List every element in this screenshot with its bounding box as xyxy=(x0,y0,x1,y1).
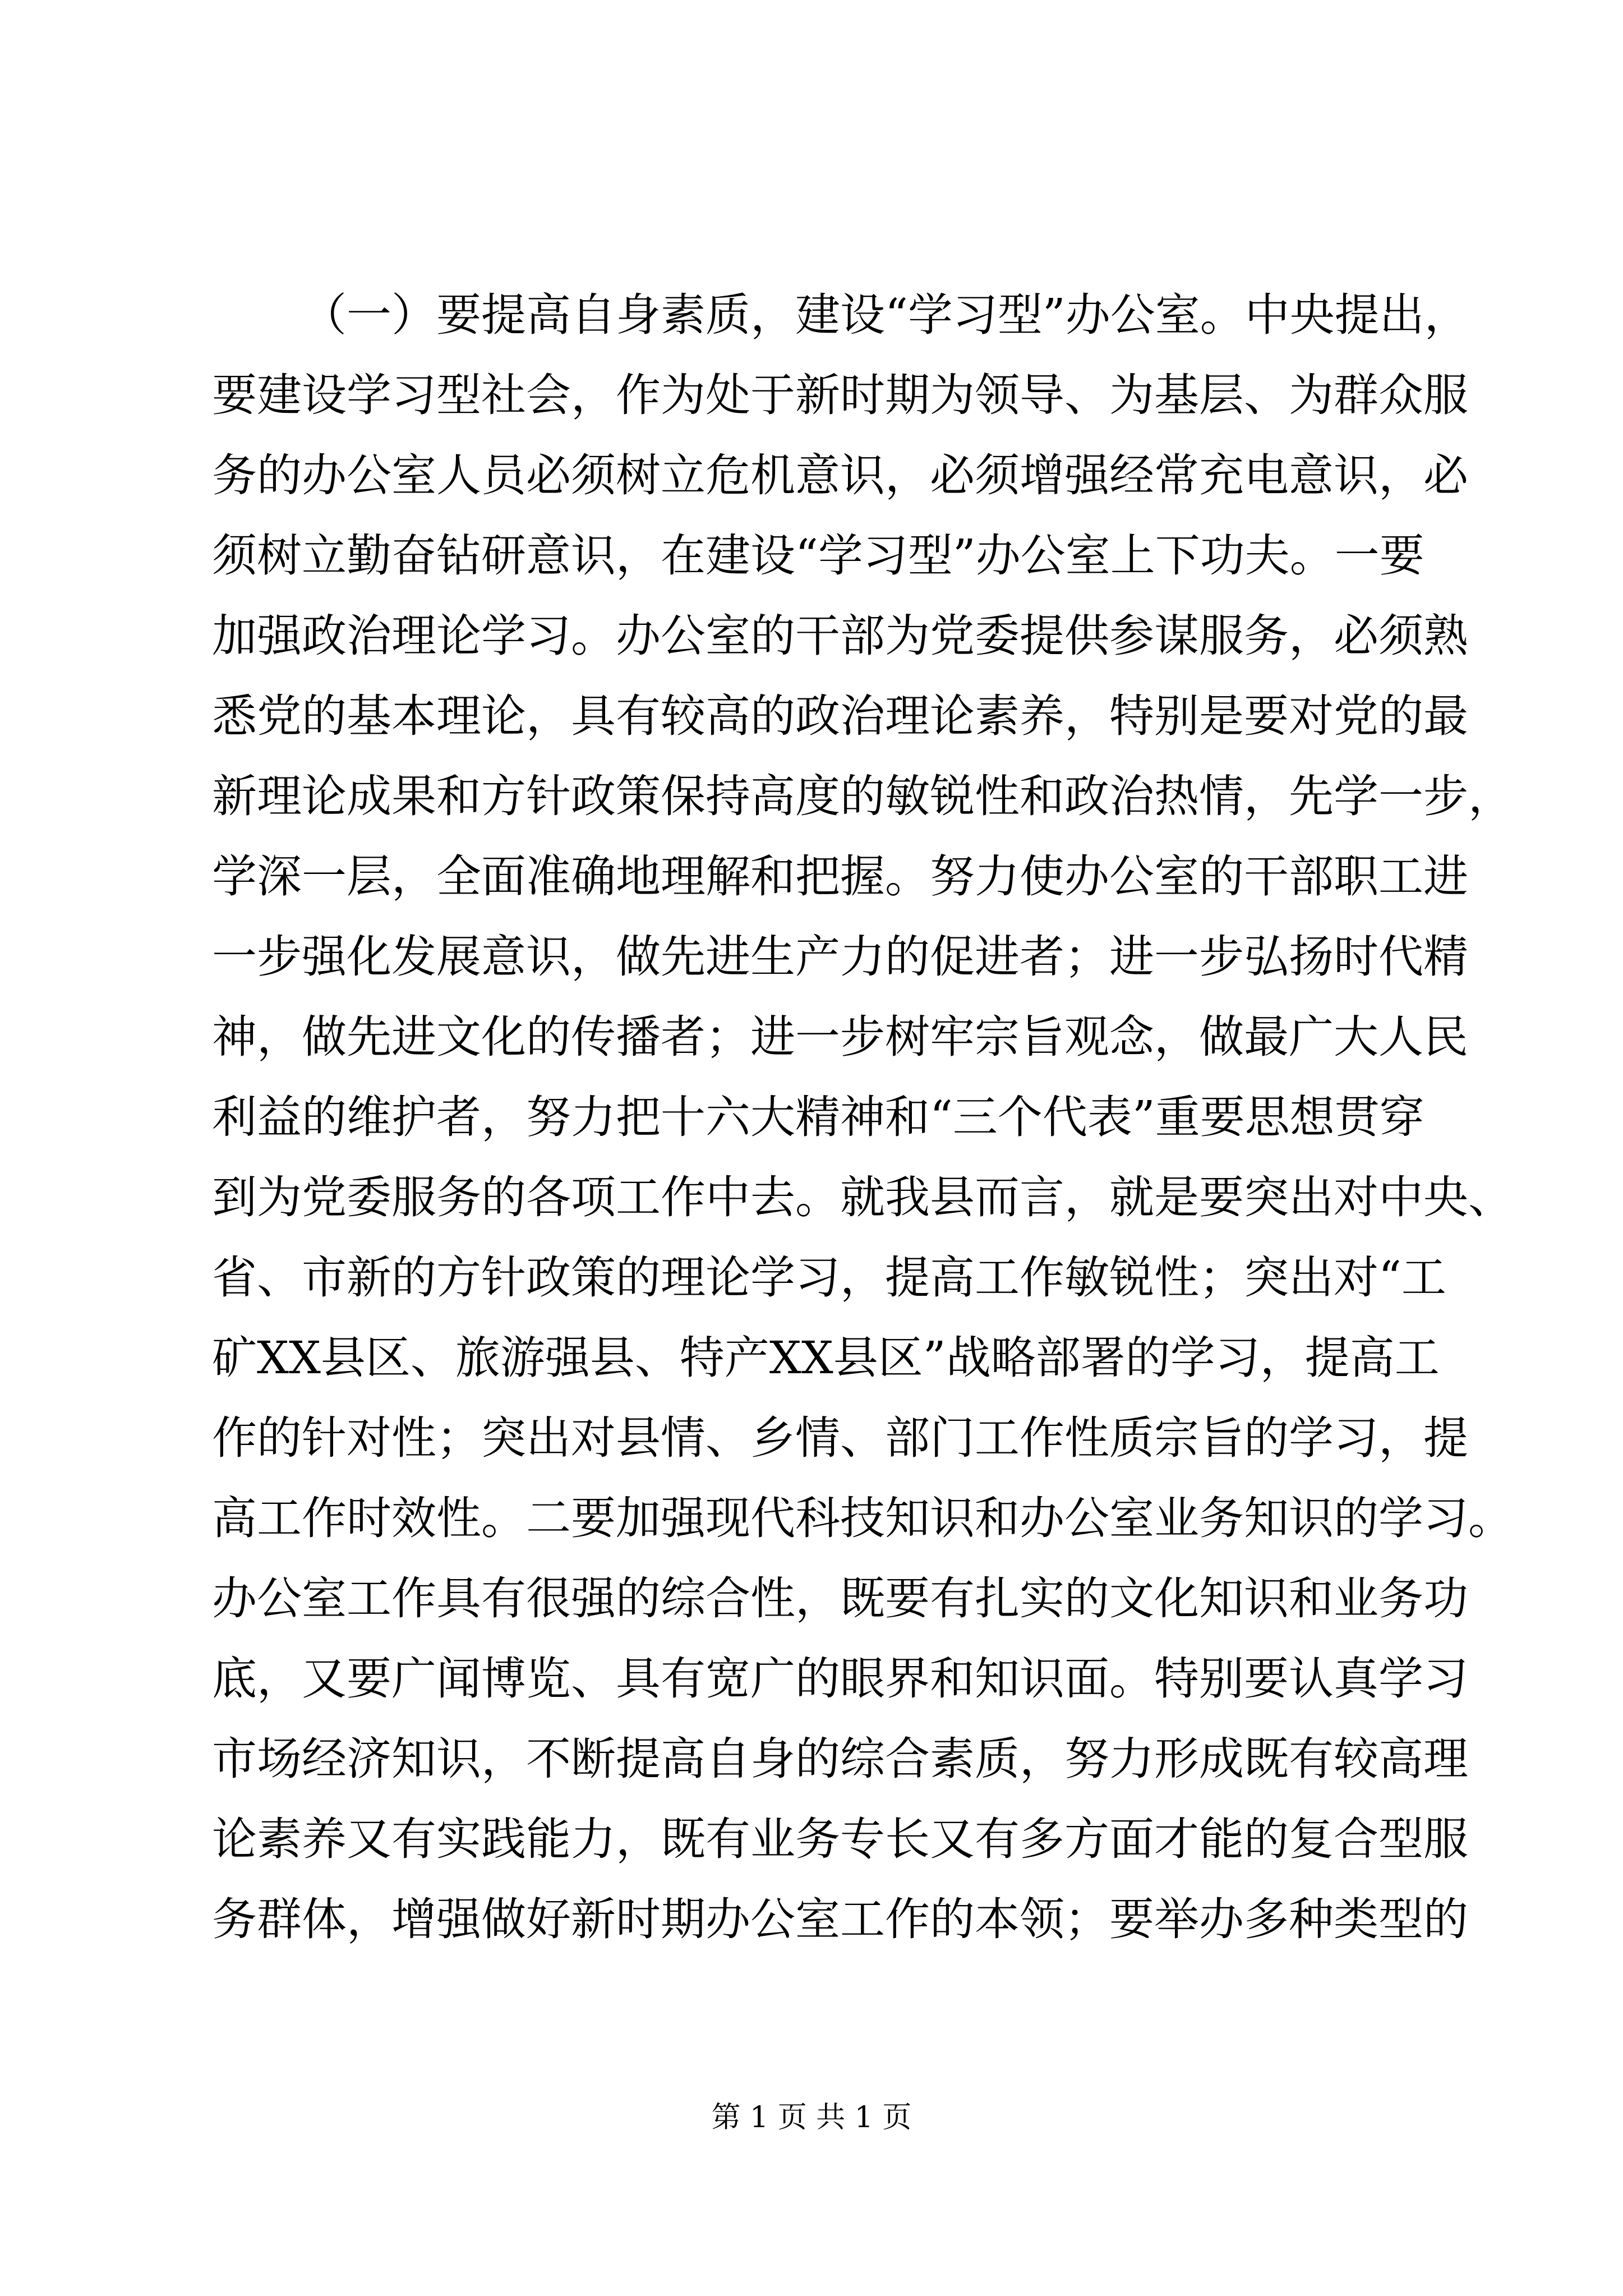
text-line: 要建设学习型社会，作为处于新时期为领导、为基层、为群众服 xyxy=(212,369,1468,421)
text-line: 务群体，增强做好新时期办公室工作的本领；要举办多种类型的 xyxy=(212,1893,1468,1945)
text-line: 办公室工作具有很强的综合性，既要有扎实的文化知识和业务功 xyxy=(212,1572,1468,1625)
text-line: 一步强化发展意识，做先进生产力的促进者；进一步弘扬时代精 xyxy=(212,931,1468,983)
text-line: 神，做先进文化的传播者；进一步树牢宗旨观念，做最广大人民 xyxy=(212,1011,1468,1063)
text-line: 悉党的基本理论，具有较高的政治理论素养，特别是要对党的最 xyxy=(212,690,1468,742)
text-line: 利益的维护者，努力把十六大精神和“三个代表”重要思想贯穿 xyxy=(212,1091,1424,1143)
text-line: 作的针对性；突出对县情、乡情、部门工作性质宗旨的学习，提 xyxy=(212,1412,1468,1464)
text-line: （一）要提高自身素质，建设“学习型”办公室。中央提出， xyxy=(302,289,1469,341)
text-line: 省、市新的方针政策的理论学习，提高工作敏锐性；突出对“工 xyxy=(212,1251,1446,1304)
text-line: 矿XX县区、旅游强县、特产XX县区”战略部署的学习，提高工 xyxy=(212,1332,1440,1384)
text-line: 论素养又有实践能力，既有业务专长又有多方面才能的复合型服 xyxy=(212,1813,1468,1865)
text-line: 新理论成果和方针政策保持高度的敏锐性和政治热情，先学一步， xyxy=(212,770,1513,822)
text-line: 务的办公室人员必须树立危机意识，必须增强经常充电意识，必 xyxy=(212,449,1468,501)
text-line: 到为党委服务的各项工作中去。就我县而言，就是要突出对中央、 xyxy=(212,1171,1513,1223)
body-paragraph xyxy=(212,275,1513,1959)
text-line: 底，又要广闻博览、具有宽广的眼界和知识面。特别要认真学习 xyxy=(212,1653,1468,1705)
text-line: 加强政治理论学习。办公室的干部为党委提供参谋服务，必须熟 xyxy=(212,610,1468,662)
text-line: 市场经济知识，不断提高自身的综合素质，努力形成既有较高理 xyxy=(212,1733,1468,1785)
text-line: 高工作时效性。二要加强现代科技知识和办公室业务知识的学习。 xyxy=(212,1492,1513,1544)
page-number-footer: 第 1 页 共 1 页 xyxy=(711,2101,912,2134)
text-line: 须树立勤奋钻研意识，在建设“学习型”办公室上下功夫。一要 xyxy=(212,530,1424,582)
text-line: 学深一层，全面准确地理解和把握。努力使办公室的干部职工进 xyxy=(212,850,1468,903)
